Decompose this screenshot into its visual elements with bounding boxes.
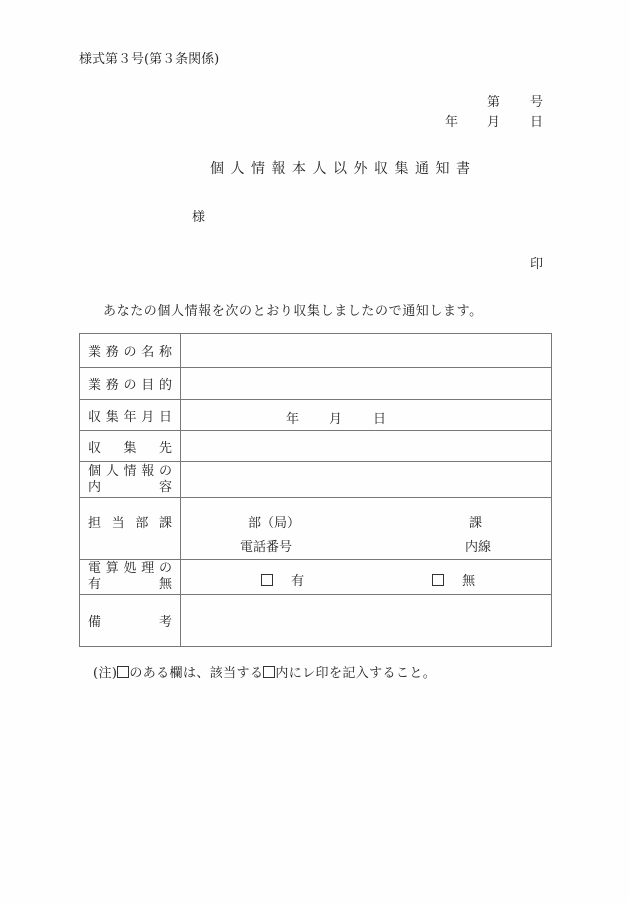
table-row-remarks — [80, 595, 552, 647]
label-char: 当 — [111, 516, 125, 531]
info-content-field[interactable] — [181, 462, 552, 498]
label-char: 個 — [88, 463, 102, 479]
label-char: 的 — [158, 378, 172, 393]
table-row-computer-processing — [80, 560, 552, 595]
label-char: の — [123, 378, 137, 393]
label-char: 人 — [105, 463, 119, 479]
row-label — [80, 462, 181, 498]
extension-label: 内線 — [465, 540, 492, 555]
business-name-field[interactable] — [181, 334, 552, 368]
label-char: 日 — [158, 409, 172, 425]
label-char: 報 — [141, 463, 155, 479]
doc-number-prefix: 第 — [487, 95, 501, 110]
table-row-business-name — [80, 334, 552, 368]
collection-day: 日 — [373, 412, 387, 427]
label-char: 課 — [158, 516, 172, 531]
no-checkbox[interactable] — [432, 574, 444, 586]
remarks-field[interactable] — [181, 595, 552, 647]
date-day: 日 — [530, 115, 544, 130]
label-char: 業 — [88, 378, 102, 393]
label-char: 理 — [141, 561, 155, 576]
form-id: 様式第３号(第３条関係) — [79, 52, 220, 67]
row-label — [80, 498, 181, 560]
no-label: 無 — [462, 574, 476, 589]
label-char: の — [158, 561, 172, 576]
seal-mark: 印 — [530, 257, 544, 272]
label-char: 備 — [88, 615, 102, 630]
note-prefix: (注) — [93, 666, 118, 681]
note-text-1: のある欄は、該当する — [129, 666, 264, 681]
row-label — [80, 431, 181, 462]
no-option[interactable] — [432, 570, 475, 589]
doc-number-suffix: 号 — [530, 95, 544, 110]
intro-text: あなたの個人情報を次のとおり収集しましたので通知します。 — [103, 304, 483, 319]
dept-label: 部（局） — [248, 516, 301, 531]
yes-label: 有 — [291, 574, 305, 589]
checkbox-symbol-icon — [263, 666, 275, 678]
label-char: 務 — [105, 345, 119, 360]
row-label — [80, 595, 181, 647]
checkbox-symbol-icon — [117, 666, 129, 678]
date-month: 月 — [487, 115, 501, 130]
label-char: 無 — [158, 577, 172, 592]
table-row-business-purpose — [80, 368, 552, 400]
label-char: 処 — [123, 561, 137, 576]
label-char: 部 — [135, 516, 149, 531]
collection-year: 年 — [286, 412, 300, 427]
business-purpose-field[interactable] — [181, 368, 552, 400]
label-char: 算 — [105, 561, 119, 576]
label-char: 収 — [88, 440, 102, 456]
label-char: 情 — [123, 463, 137, 479]
label-char: 務 — [105, 378, 119, 393]
computer-processing-field — [181, 560, 552, 595]
phone-label: 電話番号 — [240, 540, 293, 555]
table-row-responsible-dept — [80, 498, 552, 560]
info-table — [79, 333, 552, 647]
label-char: 先 — [158, 440, 172, 456]
table-row-collection-source — [80, 431, 552, 462]
label-char: 業 — [88, 345, 102, 360]
section-label: 課 — [469, 516, 483, 531]
collection-month: 月 — [329, 412, 343, 427]
label-char: 担 — [88, 516, 102, 531]
row-label — [80, 400, 181, 431]
footnote — [93, 662, 436, 681]
label-char: の — [123, 345, 137, 360]
label-char: 電 — [88, 561, 102, 576]
label-char: 考 — [158, 615, 172, 630]
responsible-dept-field[interactable] — [181, 498, 552, 560]
row-label — [80, 334, 181, 368]
label-char: 月 — [141, 409, 155, 425]
label-char: 年 — [123, 409, 137, 425]
label-char: 名 — [141, 345, 155, 360]
table-row-collection-date — [80, 400, 552, 431]
note-text-2: 内にレ印を記入すること。 — [275, 666, 437, 681]
label-char: 称 — [158, 345, 172, 360]
label-char: 容 — [158, 479, 172, 495]
collection-date-field[interactable] — [181, 400, 552, 431]
label-char: 収 — [88, 409, 102, 425]
document-title: 個人情報本人以外収集通知書 — [210, 161, 477, 177]
label-char: 有 — [88, 577, 102, 592]
yes-option[interactable] — [261, 570, 304, 589]
yes-checkbox[interactable] — [261, 574, 273, 586]
date-year: 年 — [445, 115, 459, 130]
table-row-info-content — [80, 462, 552, 498]
label-char: 内 — [88, 479, 102, 495]
label-char: 集 — [123, 440, 137, 456]
label-char: 目 — [141, 378, 155, 393]
collection-source-field[interactable] — [181, 431, 552, 462]
row-label — [80, 560, 181, 595]
label-char: の — [158, 463, 172, 479]
addressee-suffix: 様 — [192, 210, 206, 225]
label-char: 集 — [105, 409, 119, 425]
row-label — [80, 368, 181, 400]
